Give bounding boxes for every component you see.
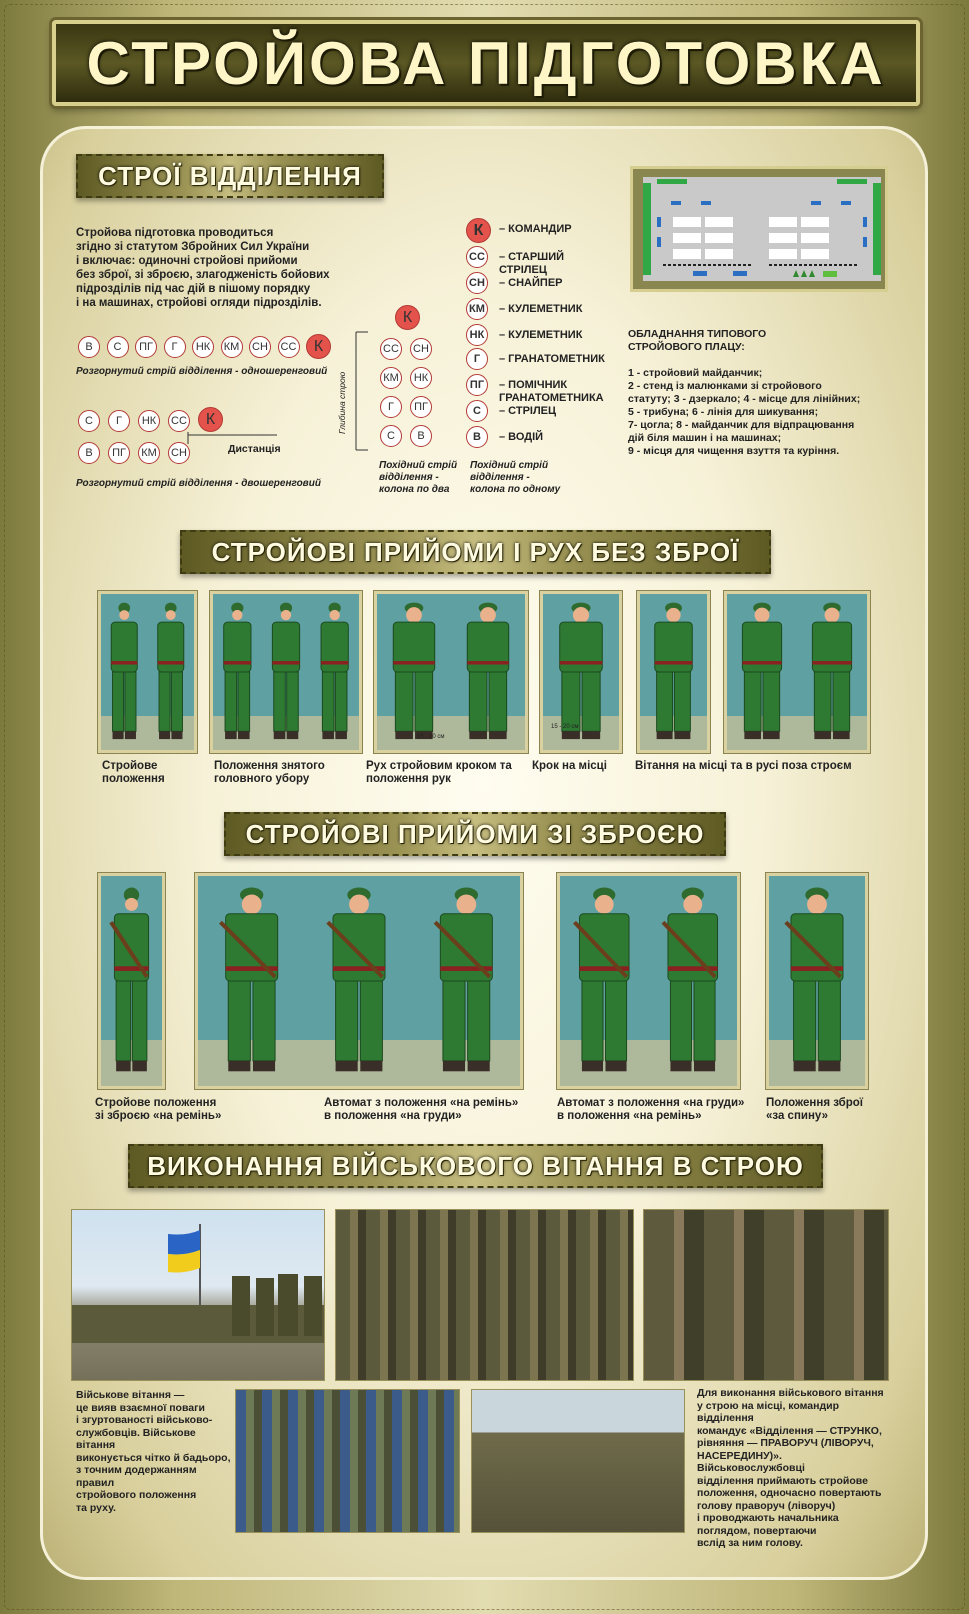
soldier-symbol: КМ: [380, 367, 402, 389]
text-line: рівняння — ПРАВОРУЧ (ЛІВОРУЧ,: [697, 1437, 874, 1449]
legend-label: [499, 277, 563, 290]
figure-chest-to-sling: [557, 873, 740, 1089]
plan-drawing: [643, 177, 881, 281]
legend-label-line: – СТАРШИЙ: [499, 251, 565, 263]
soldier-symbol: КМ: [138, 442, 160, 464]
legend-label-line: – СТРІЛЕЦ: [499, 405, 557, 417]
equipment-line: статуту; 3 - дзеркало; 4 - місце для лінійних;: [628, 393, 861, 405]
measure-label: 15 - 20 см: [551, 724, 579, 730]
soldier-figure: [575, 888, 630, 1072]
legend-label-line: – ПОМІЧНИК: [499, 379, 568, 391]
section-title-formations: [76, 154, 384, 198]
soldier-figures: [198, 876, 520, 1086]
text-line: це вияв взаємної поваги: [76, 1401, 205, 1414]
soldier-figure: [742, 603, 781, 740]
equipment-line: 5 - трибуна; 6 - лінія для шикування;: [628, 406, 819, 418]
legend-label-line: – КОМАНДИР: [499, 223, 572, 235]
caption-line: в положення «на груди»: [324, 1110, 462, 1122]
single-row-caption: Розгорнутий стрій відділення - одношеренговий: [76, 366, 328, 377]
caption-line: Автомат з положення «на груди»: [557, 1097, 745, 1109]
soldier-symbol: НК: [410, 367, 432, 389]
section-title-salute-in-formation: [128, 1144, 823, 1188]
commander-symbol: К: [395, 305, 420, 330]
commander-symbol: К: [306, 334, 331, 359]
soldier-symbol: ПГ: [108, 442, 130, 464]
text-line: голову праворуч (ліворуч): [697, 1499, 836, 1512]
photo-commander-salute: [472, 1390, 684, 1532]
text-line: виконується чітко й бадьоро,: [76, 1451, 231, 1464]
soldier-symbol: В: [466, 426, 488, 448]
main-title-banner: [52, 20, 920, 106]
text-line: положення, одночасно повертають: [697, 1487, 882, 1499]
caption-salute: [635, 760, 852, 773]
depth-label: Глибина строю: [337, 371, 347, 434]
soldier-figure: [321, 603, 348, 740]
caption-line: Похідний стрій: [470, 460, 549, 471]
equipment-line: 7- цогла; 8 - майданчик для відпрацювання: [628, 419, 855, 431]
soldier-figures: [213, 594, 359, 750]
soldier-symbol: НК: [192, 336, 214, 358]
caption-line: Рух стройовим кроком та: [366, 760, 512, 772]
soldier-symbol: Г: [466, 348, 488, 370]
text-line: НАСЕРЕДИНУ)». Військовослужбовці: [697, 1449, 805, 1474]
caption-chest-to-sling: [557, 1097, 744, 1123]
soldier-figure: [435, 888, 492, 1072]
text-line: і згуртованості військово-: [76, 1414, 213, 1426]
soldier-figure: [663, 888, 718, 1072]
column-two-caption: [379, 460, 457, 496]
intro-line: і на машинах, стройові огляди підрозділів.: [76, 297, 322, 309]
caption-sling-to-chest: [324, 1097, 518, 1123]
soldier-symbol: НК: [466, 324, 488, 346]
caption-line: Стройове положення: [95, 1097, 217, 1109]
caption-line: Вітання на місці та в русі поза строєм: [635, 760, 852, 772]
caption-line: положення рук: [366, 773, 451, 785]
caption-line: положення: [102, 773, 165, 785]
caption-line: відділення -: [379, 472, 439, 483]
soldier-figure: [272, 603, 299, 740]
figure-weapon-sling: [98, 873, 165, 1089]
caption-standing-position: [102, 760, 165, 786]
soldier-figures: [101, 594, 194, 750]
soldier-figures: [769, 876, 865, 1086]
soldier-figure: [655, 603, 693, 740]
soldier-symbol: НК: [138, 410, 160, 432]
legend-label-line: ГРАНАТОМЕТНИКА: [499, 392, 604, 404]
caption-line: колона по одному: [470, 484, 561, 495]
intro-text: [76, 226, 366, 310]
soldier-figures: [640, 594, 707, 750]
text-line: і проводжають начальника: [697, 1512, 839, 1524]
equipment-line: дій біля машин і на машинах;: [628, 432, 782, 444]
section-title-text: СТРОЙОВІ ПРИЙОМИ І РУХ БЕЗ ЗБРОЇ: [211, 536, 740, 567]
soldier-symbol: С: [466, 400, 488, 422]
soldier-figure: [467, 603, 508, 740]
caption-line: Крок на місці: [532, 760, 607, 772]
photo-salute-closeup: [644, 1210, 888, 1380]
figure-salute-moving: [724, 591, 870, 753]
salute-procedure-text: [697, 1387, 887, 1550]
legend-label-line: – СНАЙПЕР: [499, 277, 563, 289]
soldier-figure: [328, 888, 385, 1072]
soldier-symbol: КМ: [466, 298, 488, 320]
legend-label: [499, 251, 564, 277]
soldier-symbol: СН: [410, 338, 432, 360]
legend-label: [499, 379, 604, 405]
figure-marching-step: [374, 591, 528, 753]
soldier-figure: [111, 888, 149, 1072]
caption-weapon-sling: [95, 1097, 221, 1123]
legend-label-line: – ГРАНАТОМЕТНИК: [499, 353, 605, 365]
intro-line: згідно зі статутом Збройних Сил України: [76, 241, 310, 253]
soldier-symbol: КМ: [221, 336, 243, 358]
caption-weapon-on-back: [766, 1097, 863, 1123]
soldier-symbol: СС: [466, 246, 488, 268]
caption-step-in-place: [532, 760, 607, 773]
caption-line: в положення «на ремінь»: [557, 1110, 702, 1122]
soldier-symbol: В: [78, 442, 100, 464]
caption-line: Положення знятого: [214, 760, 325, 772]
salute-definition-text: [76, 1389, 234, 1514]
caption-line: Положення зброї: [766, 1097, 864, 1109]
soldier-figure: [560, 603, 603, 740]
photo-parade-ranks: [336, 1210, 633, 1380]
section-title-text: ВИКОНАННЯ ВІЙСЬКОВОГО ВІТАННЯ В СТРОЮ: [147, 1150, 804, 1181]
soldier-figures: [101, 876, 162, 1086]
soldier-figures: [560, 876, 737, 1086]
soldier-symbol: ПГ: [466, 374, 488, 396]
equipment-line: 1 - стройовий майданчик;: [628, 367, 763, 379]
caption-cap-removed: [214, 760, 325, 786]
main-title: СТРОЙОВА ПІДГОТОВКА: [86, 29, 886, 97]
caption-line: головного убору: [214, 773, 310, 785]
soldier-symbol: В: [410, 425, 432, 447]
soldier-symbol: С: [78, 410, 100, 432]
section-title-text: СТРОЙОВІ ПРИЙОМИ ЗІ ЗБРОЄЮ: [245, 818, 705, 849]
intro-line: і включає: одиночні стройові прийоми: [76, 255, 298, 267]
text-line: службовців. Військове вітання: [76, 1426, 196, 1451]
figure-salute-in-place: [637, 591, 710, 753]
parade-ground-plan: [630, 166, 888, 292]
caption-marching-step: [366, 760, 512, 786]
text-line: з точним додержанням правил: [76, 1464, 197, 1489]
intro-line: Стройова підготовка проводиться: [76, 227, 274, 239]
section-title-text: СТРОЇ ВІДДІЛЕННЯ: [98, 160, 362, 191]
soldier-figure: [220, 888, 277, 1072]
legend-label: [499, 405, 556, 418]
soldier-symbol: В: [78, 336, 100, 358]
figure-step-in-place: [540, 591, 622, 753]
measure-label: 15 - 20 см: [417, 734, 445, 740]
plan-area: [643, 177, 875, 281]
commander-symbol: К: [198, 407, 223, 432]
legend-label: [499, 329, 582, 342]
section-title-with-weapon: [224, 812, 726, 856]
soldier-symbol: СС: [380, 338, 402, 360]
soldier-symbol: С: [107, 336, 129, 358]
depth-bracket: [350, 330, 370, 452]
column-one-caption: [470, 460, 560, 496]
double-row-caption: Розгорнутий стрій відділення - двошеренговий: [76, 478, 321, 489]
soldier-symbol: СН: [249, 336, 271, 358]
soldier-symbol: Г: [164, 336, 186, 358]
caption-line: Автомат з положення «на ремінь»: [324, 1097, 519, 1109]
figure-cap-removed: [210, 591, 362, 753]
intro-line: без зброї, зі зброєю, злагодженість бойових: [76, 269, 330, 281]
legend-label: [499, 223, 572, 236]
text-line: поглядом, повертаючи: [697, 1524, 817, 1537]
equipment-line: 2 - стенд із малюнками зі стройового: [628, 380, 822, 392]
equipment-line: 9 - місця для чищення взуття та куріння.: [628, 445, 840, 457]
caption-line: зі зброєю «на ремінь»: [95, 1110, 222, 1122]
soldier-figures: [727, 594, 867, 750]
soldier-symbol: СН: [466, 272, 488, 294]
soldier-figure: [393, 603, 434, 740]
soldier-figure: [158, 603, 184, 740]
legend-label: [499, 431, 543, 444]
caption-line: «за спину»: [766, 1110, 828, 1122]
figure-weapon-on-back: [766, 873, 868, 1089]
soldier-figure: [111, 603, 137, 740]
text-line: відділення приймають стройове: [697, 1474, 868, 1487]
photo-flag-march-drawing: [72, 1210, 324, 1380]
caption-line: колона по два: [379, 484, 450, 495]
text-line: та руху.: [76, 1501, 116, 1514]
soldier-symbol: СН: [168, 442, 190, 464]
text-line: стройового положення: [76, 1489, 197, 1501]
soldier-figure: [786, 888, 843, 1072]
distance-label: Дистанція: [228, 443, 281, 455]
soldier-symbol: Г: [108, 410, 130, 432]
caption-line: відділення -: [470, 472, 530, 483]
caption-line: Стройове: [102, 760, 158, 772]
soldier-symbol: СС: [168, 410, 190, 432]
soldier-figure: [224, 603, 251, 740]
text-line: вслід за ним голову.: [697, 1537, 803, 1549]
soldier-figures: [377, 594, 525, 750]
soldier-symbol: Г: [380, 396, 402, 418]
intro-line: підрозділів під час дій в пішому порядку: [76, 283, 311, 295]
legend-label-line: СТРІЛЕЦ: [499, 264, 547, 276]
photo-flag-march: [72, 1210, 324, 1380]
photo-airborne-ranks: [236, 1390, 459, 1532]
text-line: Для виконання військового вітання: [697, 1387, 884, 1399]
soldier-figure: [812, 603, 851, 740]
caption-line: Похідний стрій: [379, 460, 458, 471]
equipment-legend: [628, 328, 878, 458]
section-title-without-weapon: [180, 530, 771, 574]
soldier-symbol: ПГ: [410, 396, 432, 418]
commander-symbol: К: [466, 218, 491, 243]
legend-label-line: – КУЛЕМЕТНИК: [499, 329, 583, 341]
soldier-symbol: ПГ: [135, 336, 157, 358]
legend-label: [499, 353, 605, 366]
legend-label: [499, 303, 582, 316]
figure-sling-to-chest: [195, 873, 523, 1089]
legend-label-line: – ВОДІЙ: [499, 431, 544, 443]
soldier-symbol: СС: [278, 336, 300, 358]
text-line: у строю на місці, командир відділення: [697, 1399, 840, 1424]
equipment-title: ОБЛАДНАННЯ ТИПОВОГО: [628, 328, 767, 340]
figure-standing-position: [98, 591, 197, 753]
equipment-title: СТРОЙОВОГО ПЛАЦУ:: [628, 341, 745, 353]
soldier-symbol: С: [380, 425, 402, 447]
legend-label-line: – КУЛЕМЕТНИК: [499, 303, 583, 315]
text-line: Військове вітання —: [76, 1389, 185, 1401]
text-line: командує «Відділення — СТРУНКО,: [697, 1424, 882, 1437]
